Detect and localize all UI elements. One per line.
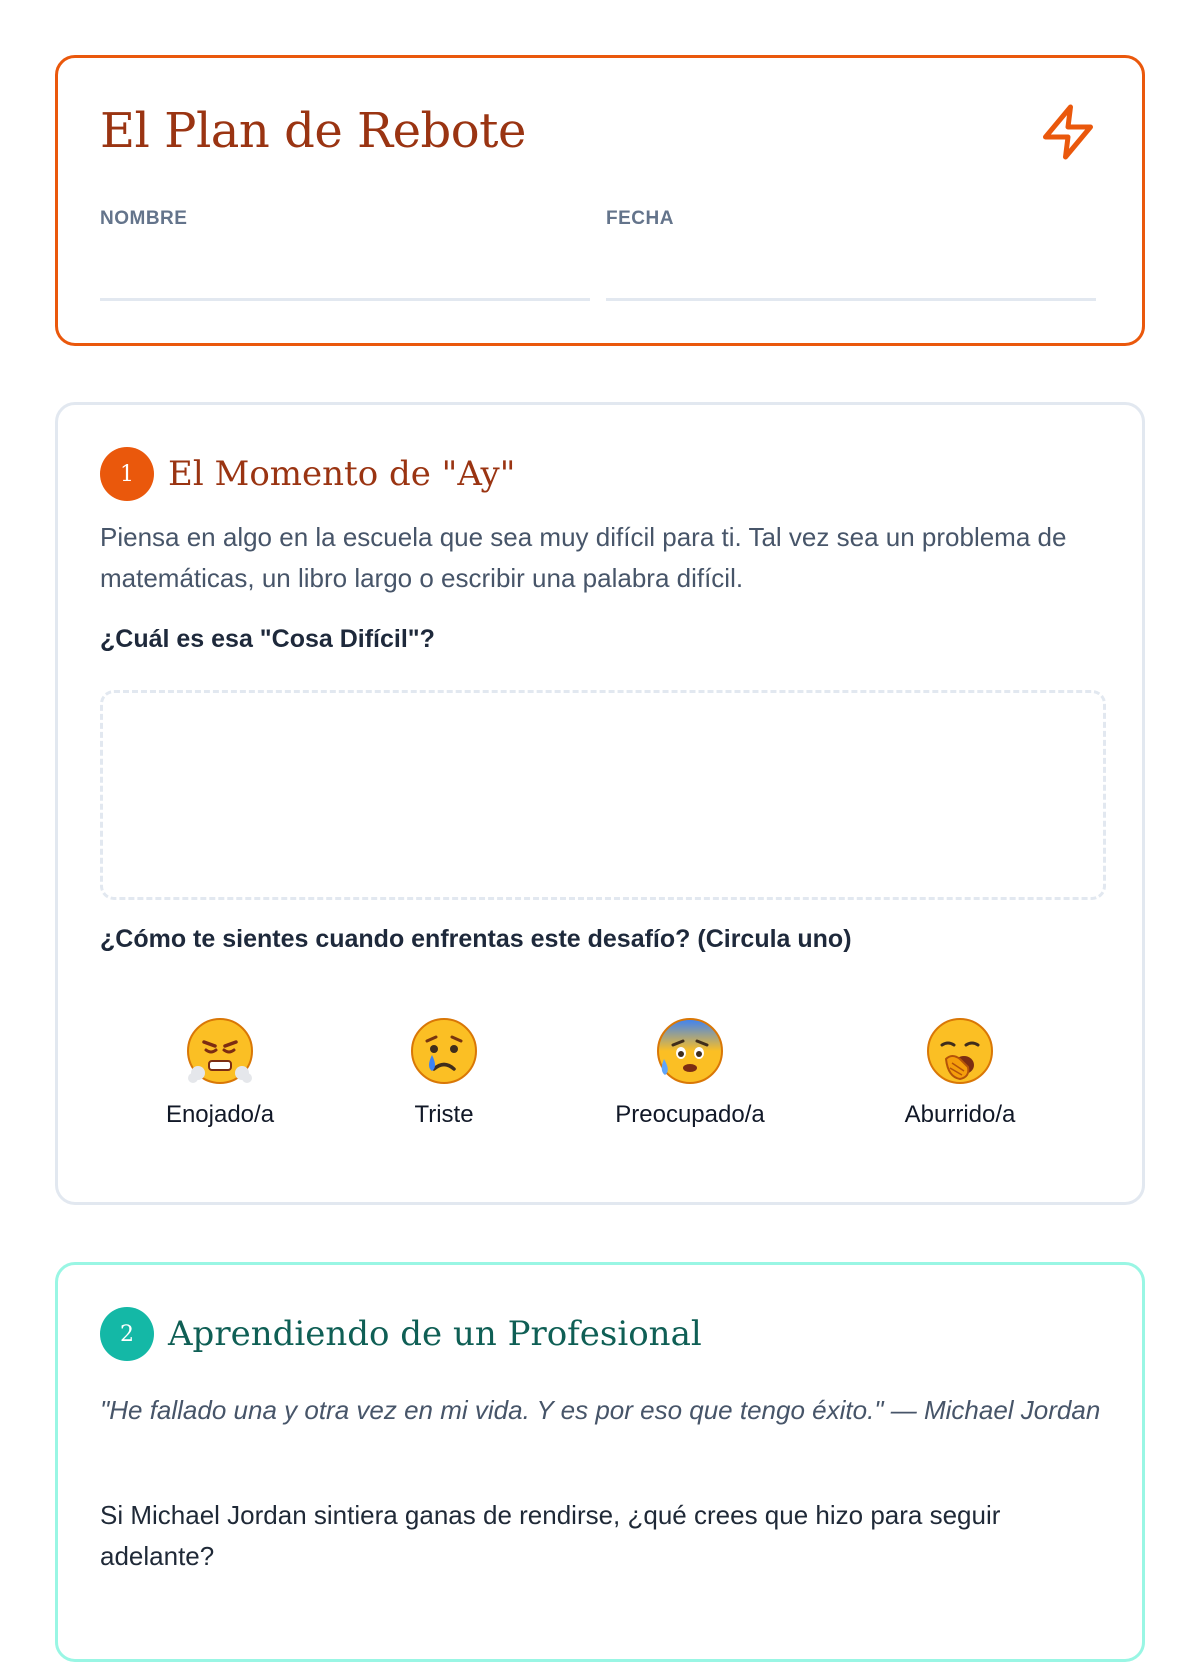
date-field[interactable] — [606, 208, 1096, 230]
section-1-heading — [100, 447, 515, 501]
mood-option-angry[interactable] — [120, 1015, 320, 1129]
feelings-question: ¿Cómo te sientes cuando enfrentas este desafío? (Circula uno) — [100, 925, 852, 953]
mood-options — [100, 1015, 1106, 1145]
mood-label: Preocupado/a — [615, 1101, 765, 1128]
difficult-thing-question: ¿Cuál es esa "Cosa Difícil"? — [100, 625, 435, 653]
section-number-badge: 2 — [100, 1307, 154, 1361]
date-underline — [606, 298, 1096, 301]
mood-option-bored[interactable] — [860, 1015, 1060, 1129]
name-underline — [100, 298, 590, 301]
difficult-thing-answer-box[interactable] — [100, 690, 1106, 900]
section-number-badge: 1 — [100, 447, 154, 501]
mood-option-worried[interactable] — [590, 1015, 790, 1129]
worksheet-header-card — [55, 55, 1145, 346]
section-1-title: El Momento de "Ay" — [168, 454, 516, 494]
section-2-heading — [100, 1307, 702, 1361]
mood-option-sad[interactable] — [344, 1015, 544, 1129]
section-1-intro: Piensa en algo en la escuela que sea muy difícil para ti. Tal vez sea un problema de matemáticas, un libro largo o escribir una palabra difícil. — [100, 522, 1067, 593]
mood-label: Enojado/a — [165, 1101, 275, 1128]
anxious-face-icon — [654, 1015, 726, 1087]
lightning-bolt-icon — [1038, 100, 1098, 164]
yawning-face-icon — [924, 1015, 996, 1087]
date-label: FECHA — [606, 208, 674, 229]
section-2-question: Si Michael Jordan sintiera ganas de rendirse, ¿qué crees que hizo para seguir adelante? — [100, 1500, 1001, 1571]
name-label: NOMBRE — [100, 208, 188, 229]
section-2-title: Aprendiendo de un Profesional — [168, 1314, 702, 1354]
worksheet-title: El Plan de Rebote — [100, 103, 526, 159]
michael-jordan-quote: "He fallado una y otra vez en mi vida. Y es por eso que tengo éxito." — Michael Jordan — [100, 1395, 1101, 1425]
angry-face-icon — [184, 1015, 256, 1087]
mood-label: Aburrido/a — [904, 1101, 1016, 1128]
mood-label: Triste — [414, 1101, 474, 1128]
crying-face-icon — [408, 1015, 480, 1087]
section-2-card — [55, 1262, 1145, 1662]
section-1-card — [55, 402, 1145, 1205]
name-field[interactable] — [100, 208, 590, 230]
